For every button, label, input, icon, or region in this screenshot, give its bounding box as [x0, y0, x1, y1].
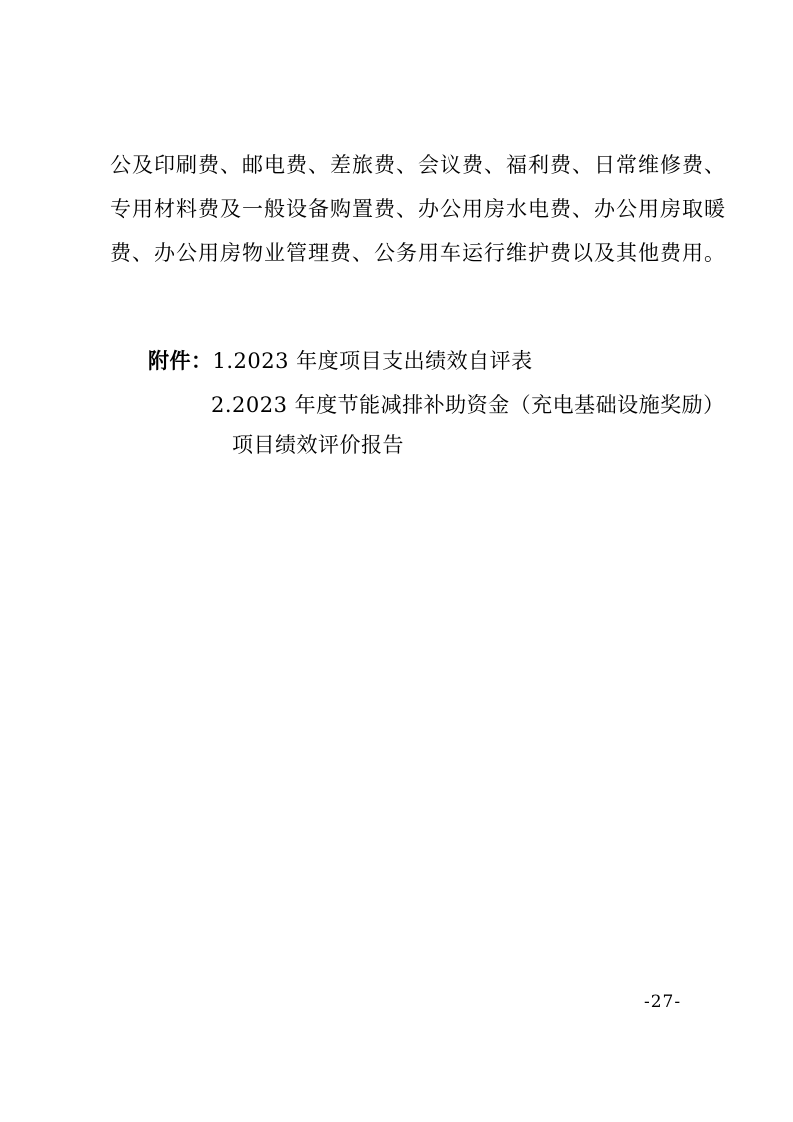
attachment-item-2: 2.2023 年度节能减排补助资金（充电基础设施奖励）	[211, 393, 725, 417]
attachment-item-1-text: 1.2023 年度项目支出绩效自评表	[212, 349, 533, 373]
attachment-label: 附件：	[148, 348, 213, 373]
attachment-item-1	[148, 346, 533, 376]
attachment-item-2-continuation: 项目绩效评价报告	[232, 433, 404, 457]
body-text-line: 专用材料费及一般设备购置费、办公用房水电费、办公用房取暖	[110, 197, 726, 221]
page-number: -27-	[644, 992, 682, 1012]
body-text-line: 公及印刷费、邮电费、差旅费、会议费、福利费、日常维修费、	[110, 153, 726, 177]
body-text-line: 费、办公用房物业管理费、公务用车运行维护费以及其他费用。	[110, 241, 726, 265]
